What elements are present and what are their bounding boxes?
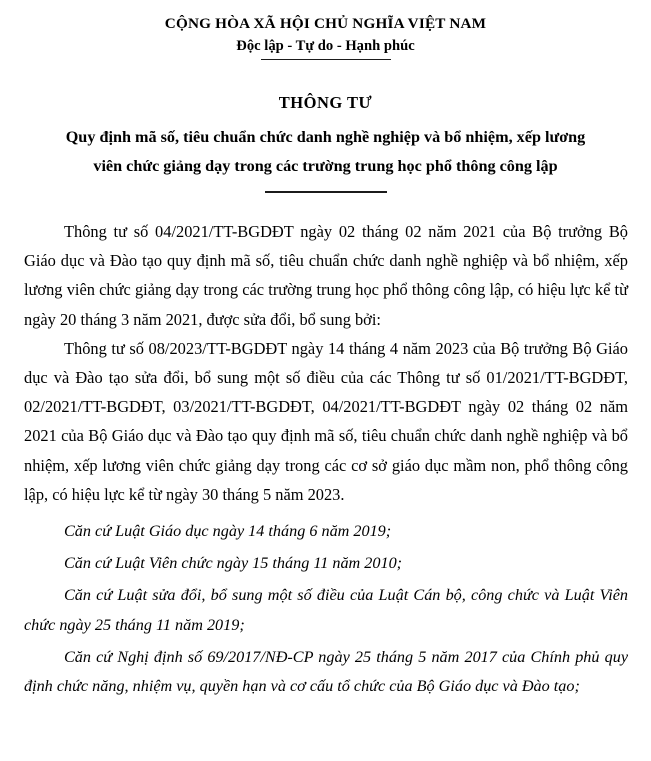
legal-basis-item: Căn cứ Nghị định số 69/2017/NĐ-CP ngày 25 tháng 5 năm 2017 của Chính phủ quy định chức năng, nhiệm vụ, quyền hạn và cơ cấu tổ chức của Bộ Giáo dục và Đào tạo;: [24, 647, 628, 696]
legal-basis-group: [24, 517, 628, 701]
document-body: [0, 217, 651, 701]
document-subject-line-1: Quy định mã số, tiêu chuẩn chức danh nghề nghiệp và bổ nhiệm, xếp lương: [65, 128, 586, 146]
document-title-block: [0, 92, 651, 193]
national-header-country: CỘNG HÒA XÃ HỘI CHỦ NGHĨA VIỆT NAM: [164, 15, 487, 32]
national-header: [0, 14, 651, 60]
body-paragraph: Thông tư số 04/2021/TT-BGDĐT ngày 02 tháng 02 năm 2021 của Bộ trưởng Bộ Giáo dục và Đào tạo quy định mã số, tiêu chuẩn chức danh nghề nghiệp và bổ nhiệm, xếp lương viên chức giảng dạy trong các trường trung học phổ thông công lập, có hiệu lực kể từ ngày 20 tháng 3 năm 2021, được sửa đổi, bổ sung bởi:: [24, 222, 628, 329]
document-subject-heading: [0, 123, 651, 181]
body-paragraph: Thông tư số 08/2023/TT-BGDĐT ngày 14 tháng 4 năm 2023 của Bộ trưởng Bộ Giáo dục và Đào tạo sửa đổi, bổ sung một số điều của các Thông tư số 01/2021/TT-BGDĐT, 02/2021/TT-BGDĐT, 03/2021/TT-BGDĐT, 04/2021/TT-BGDĐT ngày 02 tháng 02 năm 2021 của Bộ Giáo dục và Đào tạo quy định mã số, tiêu chuẩn chức danh nghề nghiệp và bổ nhiệm, xếp lương viên chức giảng dạy trong các cơ sở giáo dục mầm non, phổ thông công lập, có hiệu lực kể từ ngày 30 tháng 5 năm 2023.: [24, 338, 628, 504]
title-divider-rule: [265, 191, 387, 193]
motto-underline-rule: [261, 59, 391, 60]
document-page: [0, 14, 651, 761]
document-type-heading: THÔNG TƯ: [278, 93, 373, 112]
legal-basis-item: Căn cứ Luật Viên chức ngày 15 tháng 11 năm 2010;: [64, 554, 403, 573]
document-subject-line-2: viên chức giảng dạy trong các trường trung học phổ thông công lập: [93, 157, 558, 175]
legal-basis-item: Căn cứ Luật Giáo dục ngày 14 tháng 6 năm 2019;: [64, 522, 392, 541]
national-header-motto: Độc lập - Tự do - Hạnh phúc: [236, 38, 415, 54]
legal-basis-item: Căn cứ Luật sửa đổi, bổ sung một số điều của Luật Cán bộ, công chức và Luật Viên chức ngày 25 tháng 11 năm 2019;: [24, 586, 628, 634]
